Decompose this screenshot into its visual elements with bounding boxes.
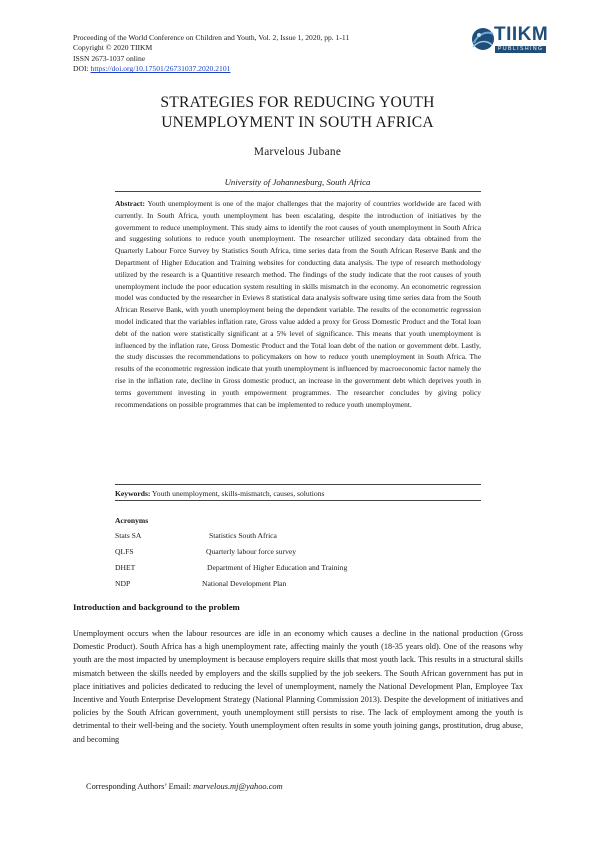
abstract	[115, 198, 481, 410]
author-email: marvelous.mj@yahoo.com	[193, 782, 283, 791]
author-affiliation: University of Johannesburg, South Africa	[224, 177, 371, 187]
proceedings-citation: Proceeding of the World Conference on Children and Youth, Vol. 2, Issue 1, 2020, pp. 1-11	[73, 33, 350, 42]
acronym-abbr: Stats SA	[115, 531, 142, 540]
journal-header	[73, 33, 433, 75]
keywords	[115, 488, 481, 499]
title-line-2: UNEMPLOYMENT IN SOUTH AFRICA	[161, 113, 434, 131]
doi-link[interactable]: https://doi.org/10.17501/26731037.2020.2101	[90, 64, 231, 74]
footnote-label: Corresponding Authors’ Email:	[86, 782, 194, 791]
paper-title	[60, 93, 535, 133]
keywords-bottom-rule	[115, 500, 481, 501]
acronym-abbr: DHET	[115, 563, 136, 572]
acronyms-heading: Acronyms	[115, 516, 149, 525]
author-name: Marvelous Jubane	[253, 146, 342, 158]
abstract-label: Abstract:	[115, 199, 145, 208]
globe-icon	[470, 25, 494, 55]
abstract-text: Youth unemployment is one of the major challenges that the majority of countries worldwide are faced with currently. In South Africa, youth unemployment has been escalating, despite the introduction of initiatives by the government to reduce unemployment. This study aims to identify the root causes of youth unemployment in South Africa and suggesting solutions to reduce youth unemployment. The researcher utilized secondary data obtained from the Quarterly Labour Force Survey by Statistics South Africa, time series data from the South African Reserve Bank and the Department of Higher Education and Training websites for conducting data analysis. The type of research methodology utilized by the research is a Quantitive research method. The findings of the study indicate that the root causes of youth unemployment include the poor education system resulting in skills mismatch in the economy. An econometric regression model was conducted by the researcher in Eviews 8 statistical data analysis software using time series data from the South African Reserve Bank, with youth unemployment being the dependent variable. The results of the econometric regression model indicated that the variables inflation rate, Gross value added a proxy for Gross Domestic Product and the Total loan debt of the nation were statistically significant at a 5% level of significance. This means that youth unemployment is influenced by the inflation rate, Gross Domestic Product and the Total loan debt of the nation or government debt. Lastly, the study discusses the recommendations to policymakers on how to reduce youth unemployment in South Africa. The results of the econometric regression indicate that youth unemployment is influenced by macroeconomic factor namely the rise in the inflation rate, decline in Gross domestic product, an increase in the government debt which deprives youth in terms government investing in youth empowerment programmes. The researcher concludes by giving policy recommendations on possible programmes that can be implemented to reduce youth unemployment.	[115, 199, 481, 409]
acronym-definition: Department of Higher Education and Training	[207, 563, 348, 572]
section-paragraph: Unemployment occurs when the labour resources are idle in an economy which causes a decline in the national production (Gross Domestic Product). South Africa has a high unemployment rate, affecting mainly the youth (18-35 years old). One of the reasons why youth are the most impacted by unemployment is because employers require skills that most youth lack. This results in a structural skills mismatch between the skills needed by employers and the skills supplied by the job seekers. The South African government has put in place initiatives and policies dedicated to reducing the level of unemployment, namely the National Development Plan, Employee Tax Incentive and Youth Enterprise Development Strategy (National Planning Commission 2013). Despite the development of initiatives and policies by the South African government, youth unemployment still persists to rise. The lack of employment among the youth is detrimental to their well-being and the society. Youth unemployment often results in some youth joining gangs, prostitution, drug abuse, and becoming	[73, 629, 523, 744]
doi-label: DOI:	[73, 64, 91, 74]
keywords-label: Keywords:	[115, 489, 151, 498]
logo-wordmark: TIIKM	[494, 24, 549, 45]
title-line-1: STRATEGIES FOR REDUCING YOUTH	[160, 94, 435, 111]
acronym-abbr: NDP	[115, 579, 131, 588]
acronym-definition: Quarterly labour force survey	[206, 547, 297, 556]
keywords-top-rule	[115, 484, 481, 485]
doi-line	[73, 64, 433, 74]
acronym-definition: National Development Plan	[202, 579, 287, 588]
logo-tagline: PUBLISHING	[495, 46, 546, 53]
section-heading: Introduction and background to the problem	[73, 602, 240, 612]
keywords-text: Youth unemployment, skills-mismatch, causes, solutions	[150, 489, 325, 498]
acronym-abbr: QLFS	[115, 547, 134, 556]
copyright-line: Copyright © 2020 TIIKM	[73, 43, 153, 53]
abstract-top-rule	[115, 191, 481, 192]
publisher-logo	[470, 24, 554, 58]
corresponding-author-footnote	[86, 782, 283, 791]
issn-line: ISSN 2673-1037 online	[73, 53, 146, 63]
acronym-definition: Statistics South Africa	[209, 531, 277, 540]
